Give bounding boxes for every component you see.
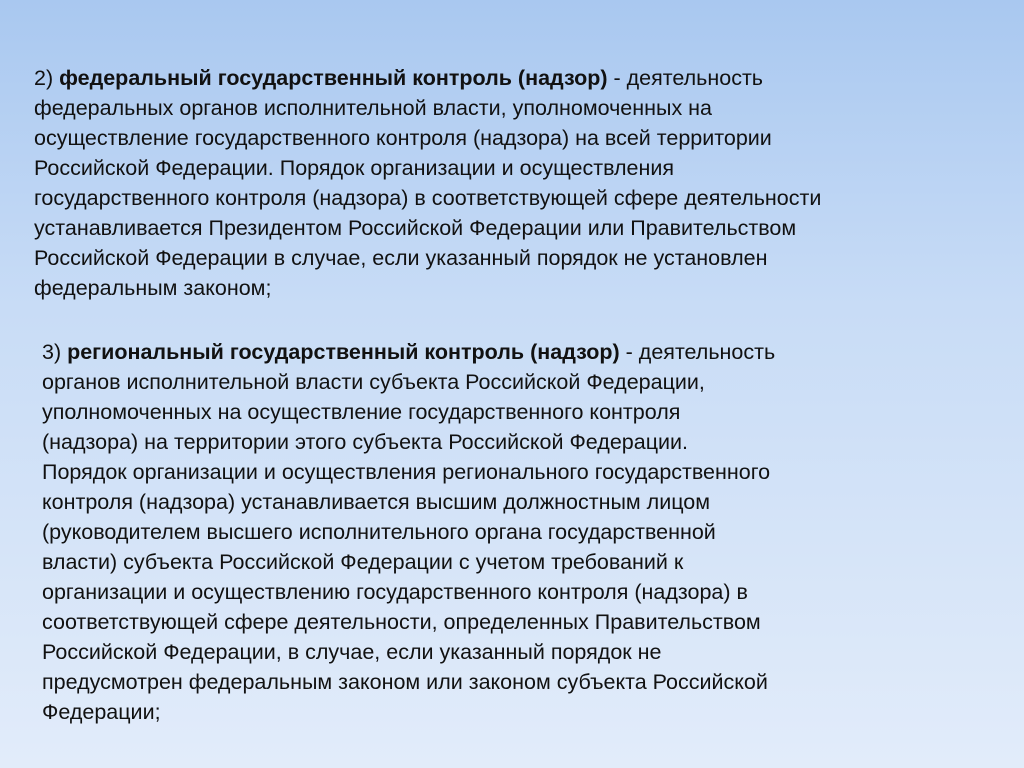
- paragraph-line: федеральным законом;: [34, 276, 272, 300]
- paragraph-line: (руководителем высшего исполнительного органа государственной: [42, 520, 716, 544]
- paragraph-line: органов исполнительной власти субъекта Российской Федерации,: [42, 370, 705, 394]
- paragraph-line: предусмотрен федеральным законом или законом субъекта Российской: [42, 670, 768, 694]
- paragraph-number: 3): [42, 340, 68, 364]
- paragraph-line: Российской Федерации, в случае, если указанный порядок не: [42, 640, 662, 664]
- paragraph-federal-control: [34, 63, 821, 303]
- paragraph-line: контроля (надзора) устанавливается высшим должностным лицом: [42, 490, 711, 514]
- term-heading: федеральный государственный контроль (надзор): [59, 66, 608, 90]
- paragraph-line: соответствующей сфере деятельности, определенных Правительством: [42, 610, 761, 634]
- paragraph-line: осуществление государственного контроля (надзора) на всей территории: [34, 126, 772, 150]
- paragraph-number: 2): [34, 66, 60, 90]
- paragraph-line: (надзора) на территории этого субъекта Российской Федерации.: [42, 430, 689, 454]
- paragraph-regional-control: [42, 337, 775, 727]
- paragraph-first-line: [34, 63, 821, 93]
- paragraph-line: Российской Федерации. Порядок организации и осуществления: [34, 156, 675, 180]
- term-continuation: - деятельность: [619, 340, 776, 364]
- paragraph-line: Российской Федерации в случае, если указанный порядок не установлен: [34, 246, 768, 270]
- paragraph-line: Порядок организации и осуществления регионального государственного: [42, 460, 771, 484]
- paragraph-line: государственного контроля (надзора) в соответствующей сфере деятельности: [34, 186, 822, 210]
- paragraph-line: федеральных органов исполнительной власти, уполномоченных на: [34, 96, 712, 120]
- paragraph-line: власти) субъекта Российской Федерации с учетом требований к: [42, 550, 684, 574]
- paragraph-first-line: [42, 337, 775, 367]
- paragraph-line: устанавливается Президентом Российской Федерации или Правительством: [34, 216, 797, 240]
- term-continuation: - деятельность: [607, 66, 764, 90]
- term-heading: региональный государственный контроль (надзор): [67, 340, 620, 364]
- paragraph-line: организации и осуществлению государственного контроля (надзора) в: [42, 580, 748, 604]
- paragraph-line: Федерации;: [42, 700, 161, 724]
- paragraph-line: уполномоченных на осуществление государственного контроля: [42, 400, 681, 424]
